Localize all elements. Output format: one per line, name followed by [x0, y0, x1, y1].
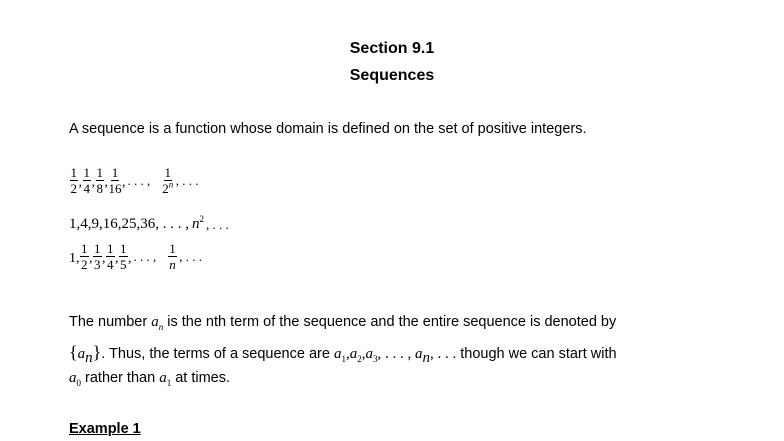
paragraph-line-2: $\{a_n\}$. Thus, the terms of a sequence are $a_1,a_2,a_3$, . . . , $a_n$, . . . though we can start with	[69, 342, 617, 366]
paragraph-line-3: $a_0$ rather than $a_1$ at times.	[69, 370, 231, 388]
general-term: $\frac{1}{2^n}$	[162, 165, 174, 196]
first-term-symbol: $a_1$	[159, 370, 172, 388]
sequence-terms: 1,4,9,16,25,36, . . . ,	[69, 216, 189, 232]
sequence-set-notation: $\{a_n\}$	[69, 342, 102, 366]
sequence-example-3: 1, $\frac{1}{2}$ , $\frac{1}{3}$ , $\frac{1}{4}$ , $\frac{1}{5}$ , . . . , $\frac{1}{n}$ , . . .	[69, 241, 202, 272]
trailing-ellipsis: , . . .	[175, 172, 199, 188]
fraction-term: $\frac{1}{3}$	[94, 241, 101, 272]
ellipsis: . . . ,	[127, 172, 151, 188]
fraction-term: $\frac{1}{4}$	[83, 165, 90, 196]
fraction-term: $\frac{1}{2}$	[81, 241, 88, 272]
paragraph-line-1: The number $a_n$ is the nth term of the sequence and the entire sequence is denoted by	[69, 314, 617, 332]
trailing-ellipsis: , . . .	[179, 248, 202, 264]
nth-term-symbol: $a_n$	[151, 314, 164, 332]
section-subtitle: Sequences	[349, 67, 435, 84]
fraction-term: $\frac{1}{5}$	[120, 241, 127, 272]
fraction-term: $\frac{1}{2}$	[70, 165, 77, 196]
fraction-term: $\frac{1}{8}$	[96, 165, 103, 196]
general-term: $\frac{1}{n}$	[169, 241, 176, 272]
example-heading: Example 1	[69, 421, 141, 437]
zeroth-term-symbol: $a_0$	[69, 370, 81, 388]
sequence-terms-notation: $a_1,a_2,a_3$, . . . , $a_n$, . . .	[333, 346, 457, 366]
definition-text: A sequence is a function whose domain is defined on the set of positive integers.	[69, 121, 587, 137]
trailing-ellipsis: , . . .	[206, 216, 229, 232]
section-title: Section 9.1	[349, 40, 435, 57]
fraction-term: $\frac{1}{4}$	[107, 241, 114, 272]
ellipsis: . . . ,	[133, 248, 157, 264]
sequence-example-2	[69, 216, 231, 233]
sequence-example-1: $\frac{1}{2}$ , $\frac{1}{4}$ , $\frac{1}{8}$ , $\frac{1}{16}$ , . . . , $\frac{1}{2^n}$ , . . .	[70, 165, 199, 196]
fraction-term: $\frac{1}{16}$	[108, 165, 122, 196]
general-term: $n^2$	[192, 214, 204, 232]
